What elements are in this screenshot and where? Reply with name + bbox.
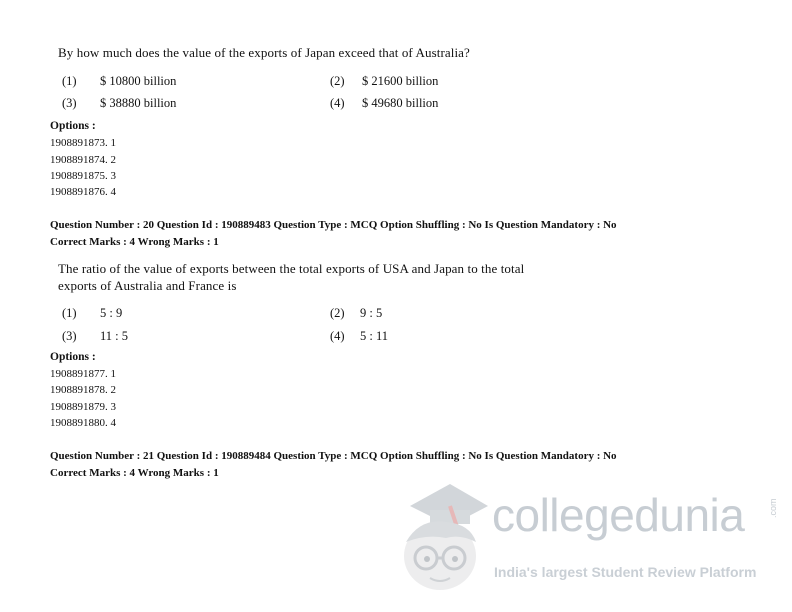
options-label: Options :: [50, 120, 96, 132]
option-value: 5 : 11: [360, 329, 389, 343]
q20-option-1: [62, 306, 122, 321]
option-value: 9 : 5: [360, 306, 383, 320]
option-value: $ 49680 billion: [362, 96, 439, 110]
q19-option-1: [62, 74, 176, 89]
options-label: Options :: [50, 351, 96, 363]
option-number: (2): [330, 74, 345, 88]
option-value: $ 38880 billion: [100, 96, 177, 110]
q20-option-4: [330, 329, 388, 344]
question-20-text-line1: The ratio of the value of exports between the total exports of USA and Japan to the total: [58, 261, 525, 276]
option-number: (1): [62, 306, 77, 320]
watermark-tagline: India's largest Student Review Platform: [494, 564, 757, 580]
option-id: 1908891879. 3: [50, 401, 116, 413]
question-20-text-line2: exports of Australia and France is: [58, 278, 237, 293]
option-number: (3): [62, 329, 77, 343]
option-id: 1908891876. 4: [50, 186, 116, 198]
q19-option-4: [330, 96, 438, 111]
collegedunia-watermark: [390, 478, 790, 598]
option-id: 1908891873. 1: [50, 137, 116, 149]
option-id: 1908891880. 4: [50, 417, 116, 429]
question-20-meta: Question Number : 20 Question Id : 190889483 Question Type : MCQ Option Shuffling : No Is Question Mandatory : No: [50, 219, 617, 231]
option-id: 1908891874. 2: [50, 154, 116, 166]
q19-option-2: [330, 74, 438, 89]
option-value: $ 10800 billion: [100, 74, 177, 88]
question-21-meta: Question Number : 21 Question Id : 190889484 Question Type : MCQ Option Shuffling : No Is Question Mandatory : No: [50, 450, 617, 462]
option-number: (1): [62, 74, 77, 88]
option-id: 1908891878. 2: [50, 384, 116, 396]
watermark-domain-suffix: .com: [768, 498, 778, 518]
question-20-marks: Correct Marks : 4 Wrong Marks : 1: [50, 236, 219, 248]
option-value: $ 21600 billion: [362, 74, 439, 88]
option-number: (2): [330, 306, 345, 320]
option-value: 5 : 9: [100, 306, 123, 320]
question-19-text: By how much does the value of the exports of Japan exceed that of Australia?: [58, 45, 470, 60]
q20-option-2: [330, 306, 382, 321]
question-21-marks: Correct Marks : 4 Wrong Marks : 1: [50, 467, 219, 479]
option-number: (3): [62, 96, 77, 110]
option-id: 1908891875. 3: [50, 170, 116, 182]
q20-option-3: [62, 329, 128, 344]
option-number: (4): [330, 96, 345, 110]
mascot-icon: [390, 478, 490, 598]
option-id: 1908891877. 1: [50, 368, 116, 380]
option-number: (4): [330, 329, 345, 343]
watermark-brand: collegedunia: [492, 489, 745, 541]
q19-option-3: [62, 96, 176, 111]
option-value: 11 : 5: [100, 329, 129, 343]
